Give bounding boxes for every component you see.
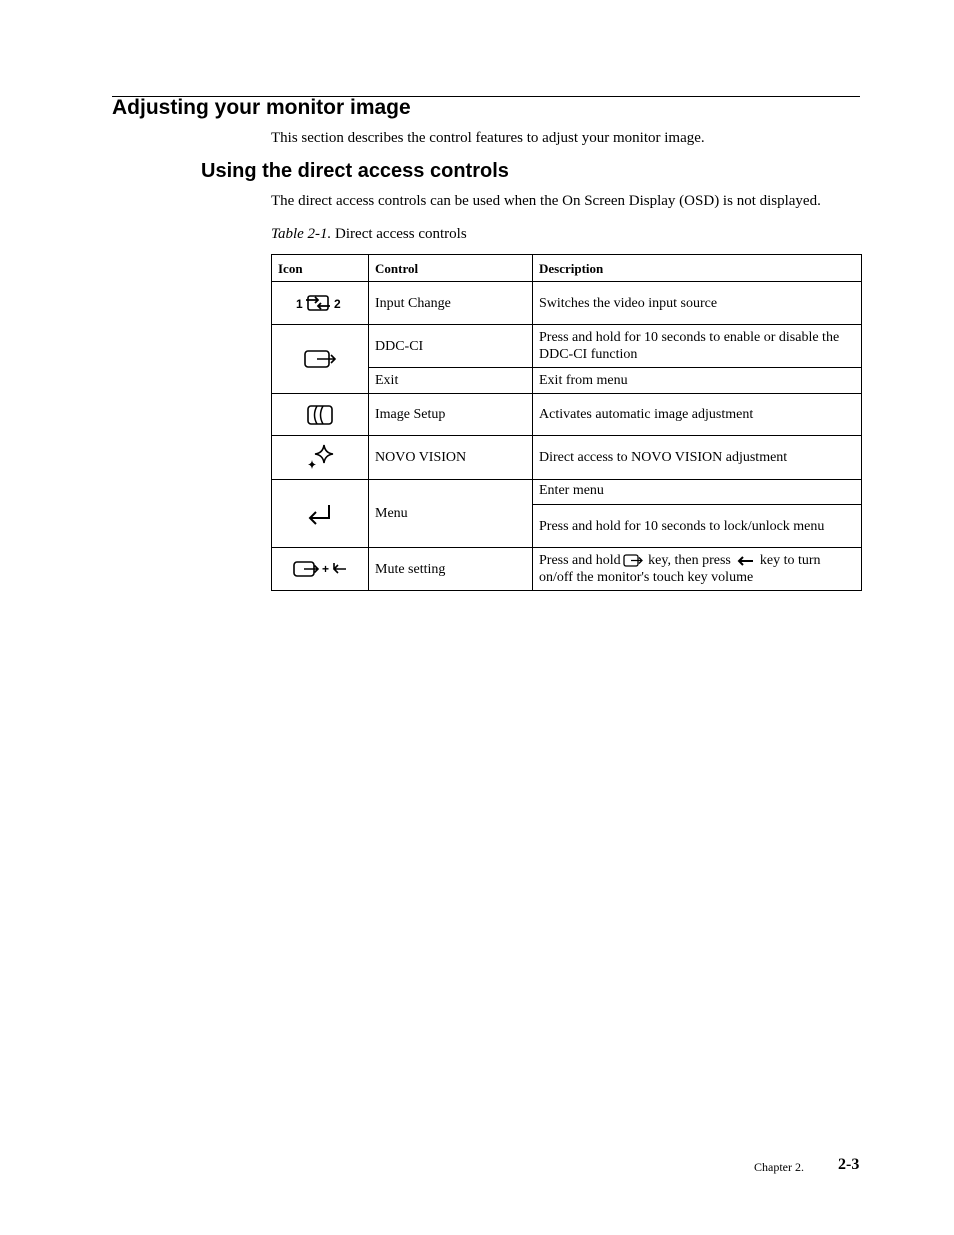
exit-icon — [272, 325, 369, 394]
control-image-setup: Image Setup — [369, 394, 533, 436]
description-mute-part1: Press and hold — [539, 553, 621, 568]
description-lock-menu: Press and hold for 10 seconds to lock/unlock menu — [533, 505, 862, 548]
header-icon: Icon — [272, 255, 369, 282]
mute-combo-icon — [272, 548, 369, 591]
table-caption — [271, 225, 467, 243]
table-row — [272, 325, 862, 368]
novo-vision-icon — [272, 436, 369, 480]
input-change-icon — [272, 282, 369, 325]
control-input-change: Input Change — [369, 282, 533, 325]
input-change-label-2: 2 — [334, 297, 341, 311]
description-input-change: Switches the video input source — [533, 282, 862, 325]
description-mute-setting — [533, 548, 862, 591]
table-row — [272, 480, 862, 505]
enter-icon — [272, 480, 369, 548]
section-paragraph: The direct access controls can be used when the On Screen Display (OSD) is not displayed. — [271, 193, 821, 209]
description-mute-part3: key to turn on/off the monitor's touch key volume — [539, 553, 821, 585]
footer-page-number: 2-3 — [838, 1156, 860, 1173]
description-ddc-ci: Press and hold for 10 seconds to enable or disable the DDC-CI function — [533, 325, 862, 368]
control-novo-vision: NOVO VISION — [369, 436, 533, 480]
table-row — [272, 282, 862, 325]
header-control: Control — [369, 255, 533, 282]
table-caption-text: Direct access controls — [331, 226, 467, 242]
footer-chapter: Chapter 2. — [754, 1160, 804, 1174]
enter-icon-inline — [736, 555, 754, 567]
control-menu: Menu — [369, 480, 533, 548]
page-heading: Adjusting your monitor image — [112, 96, 411, 119]
direct-access-controls-table — [271, 254, 862, 591]
image-setup-icon — [272, 394, 369, 436]
table-caption-label: Table 2-1. — [271, 226, 332, 242]
header-description: Description — [533, 255, 862, 282]
description-novo-vision: Direct access to NOVO VISION adjustment — [533, 436, 862, 480]
table-header-row — [272, 255, 862, 282]
section-heading: Using the direct access controls — [201, 160, 509, 182]
table-row — [272, 436, 862, 480]
description-exit: Exit from menu — [533, 368, 862, 394]
mute-combo-plus: + — [322, 562, 330, 576]
description-image-setup: Activates automatic image adjustment — [533, 394, 862, 436]
input-change-label-1: 1 — [296, 297, 303, 311]
description-enter-menu: Enter menu — [533, 480, 862, 505]
control-exit: Exit — [369, 368, 533, 394]
control-ddc-ci: DDC-CI — [369, 325, 533, 368]
table-row — [272, 394, 862, 436]
description-mute-part2: key, then press — [644, 553, 735, 568]
control-mute-setting: Mute setting — [369, 548, 533, 591]
table-row — [272, 548, 862, 591]
exit-icon-inline — [623, 554, 643, 567]
intro-text: This section describes the control features to adjust your monitor image. — [271, 130, 705, 146]
